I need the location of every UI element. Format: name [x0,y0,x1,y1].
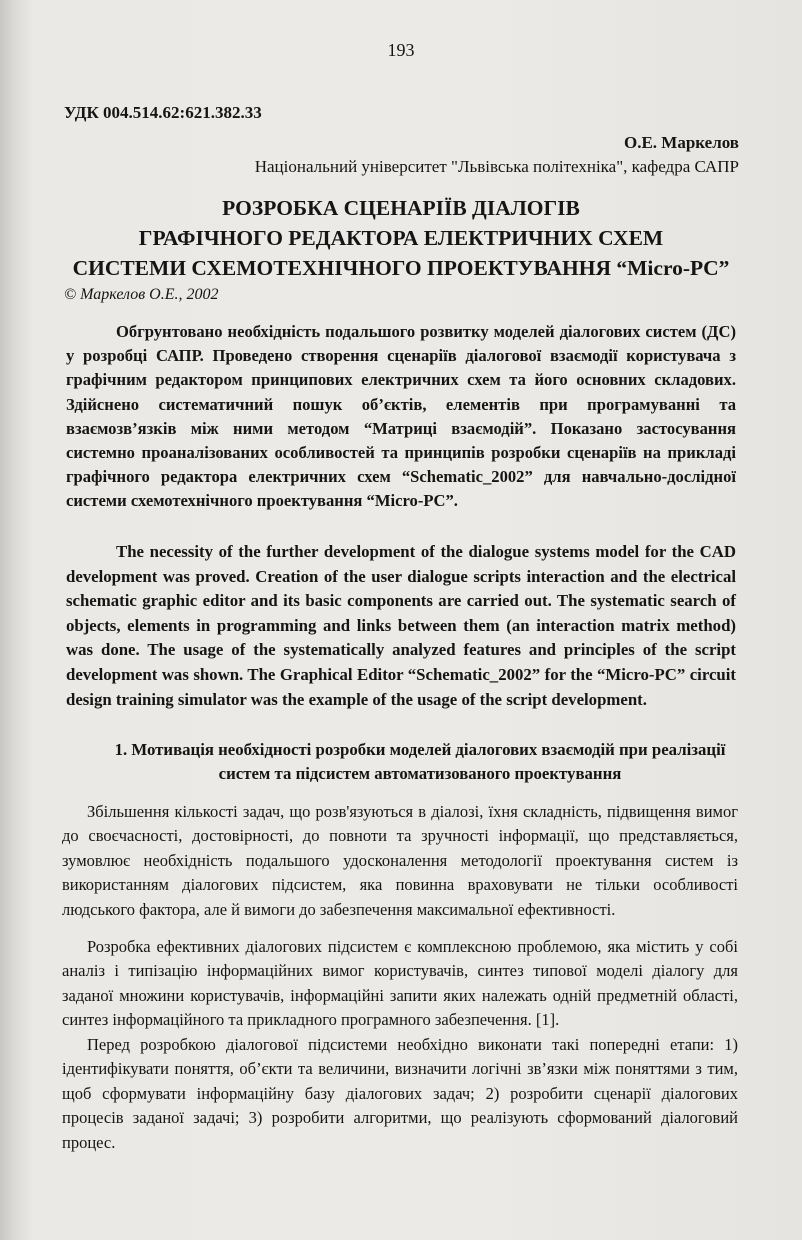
body-paragraph: Збільшення кількості задач, що розв'язуються в діалозі, їхня складність, підвищення вимог до своєчасності, достовірності, до повноти та зручності інформації, що представляється, зумовлює необхідність подальшого удосконалення методології проектування систем із використанням діалогових підсистем, яка повинна враховувати не тільки особливості людського фактора, але й вимоги до забезпечення максимальної ефективності. [62,802,738,919]
title-line: РОЗРОБКА СЦЕНАРІЇВ ДІАЛОГІВ [222,196,580,220]
udc-code: УДК 004.514.62:621.382.33 [64,103,262,122]
section-heading-line: 1. Мотивація необхідності розробки моделей діалогових взаємодій при реалізації [114,740,726,759]
section-heading-line: систем та підсистем автоматизованого проектування [218,764,622,783]
paper-title [0,193,802,283]
section-heading [40,738,800,786]
page-number: 193 [387,40,415,60]
author-affiliation: Національний університет "Львівська політехніка", кафедра САПР [254,157,739,176]
copyright-notice: © Маркелов О.Е., 2002 [64,286,219,303]
author-name: О.Е. Маркелов [623,133,739,152]
title-line: СИСТЕМИ СХЕМОТЕХНІЧНОГО ПРОЕКТУВАННЯ “Micro-PC” [72,256,730,280]
abstract-ukrainian: Обгрунтовано необхідність подальшого розвитку моделей діалогових систем (ДС) у розробці САПР. Проведено створення сценаріїв діалогової взаємодії користувача з графічним редактором принципових електричних схем та його основних складових. Здійснено систематичний пошук об’єктів, елементів при програмуванні та взаємозв’язків між ними методом “Матриці взаємодій”. Показано застосування системно проаналізованих особливостей та принципів розробки сценаріїв на прикладі графічного редактора електричних схем “Schematic_2002” для навчально-дослідної системи схемотехнічного проектування “Micro-PC”. [66,322,736,511]
abstract-english: The necessity of the further development of the dialogue systems model for the CAD development was proved. Creation of the user dialogue scripts interaction and the electrical schematic graphic editor and its basic components are carried out. The systematic search of objects, elements in programming and links between them (an interaction matrix method) was done. The usage of the systematically analyzed features and principles of the script development was shown. The Graphical Editor “Schematic_2002” for the “Micro-PC” circuit design training simulator was the example of the usage of the script development. [66,542,736,709]
title-line: ГРАФІЧНОГО РЕДАКТОРА ЕЛЕКТРИЧНИХ СХЕМ [138,226,664,250]
body-paragraph: Перед розробкою діалогової підсистеми необхідно виконати такі попередні етапи: 1) ідентифікувати поняття, об’єкти та величини, визначити логічні зв’язки між поняттями з тим, щоб сформувати інформаційну базу діалогових задач; 2) розробити сценарії діалогових процесів заданої задачі; 3) розробити алгоритми, що реалізують сформований діалоговий процес. [62,1035,738,1152]
body-paragraph: Розробка ефективних діалогових підсистем є комплексною проблемою, яка містить у собі аналіз і типізацію інформаційних вимог користувачів, синтез типової моделі діалогу для заданої множини користувачів, інформаційні запити яких належать одній предметній області, синтез інформаційного та прикладного програмного забезпечення. [1]. [62,937,738,1030]
